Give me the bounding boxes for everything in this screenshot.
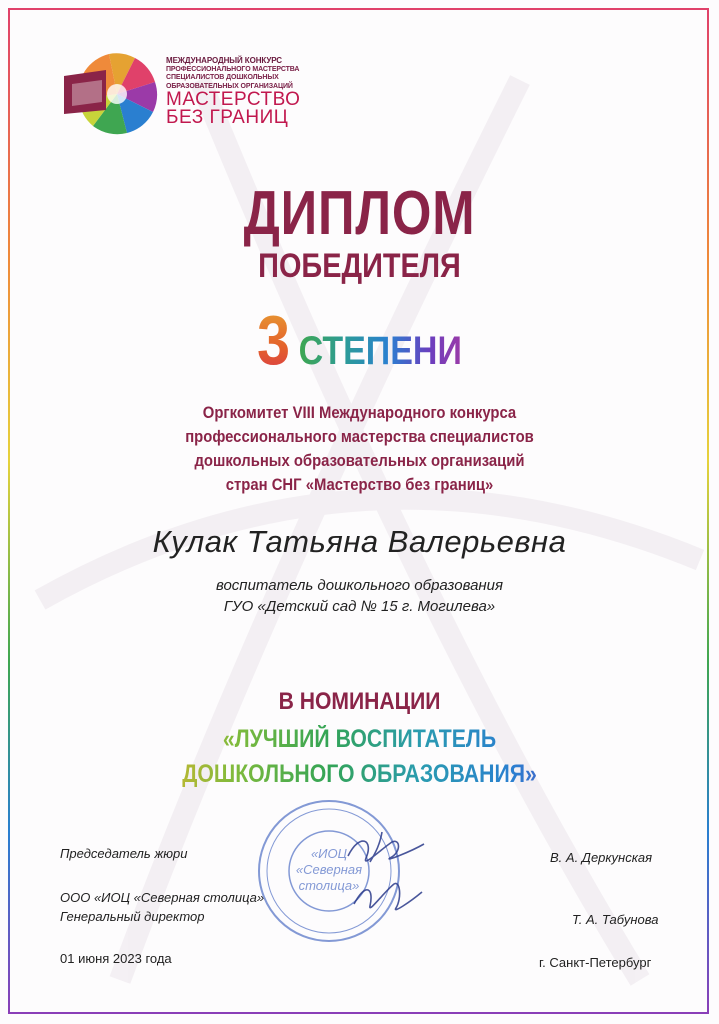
orgcommittee-line: Оргкомитет VIII Международного конкурса <box>202 404 517 422</box>
logo-caption-line: ОБРАЗОВАТЕЛЬНЫХ ОРГАНИЗАЦИЙ <box>166 82 293 90</box>
logo-caption-line: МЕЖДУНАРОДНЫЙ КОНКУРС <box>166 56 282 65</box>
contest-logo-icon <box>62 52 162 138</box>
stamp-text: столица» <box>298 878 360 893</box>
orgcommittee-text <box>36 401 683 497</box>
handwritten-signature <box>340 822 430 922</box>
degree-word: СТЕПЕНИ <box>298 329 462 373</box>
recipient-name: Кулак Татьяна Валерьевна <box>152 524 567 559</box>
nomination-title-line: «ЛУЧШИЙ ВОСПИТАТЕЛЬ <box>54 725 665 754</box>
orgcommittee-line: дошкольных образовательных организаций <box>194 452 525 470</box>
issue-city: г. Санкт-Петербург <box>539 955 652 970</box>
orgcommittee-line: стран СНГ «Мастерство без границ» <box>225 476 494 494</box>
stamp-text: «ИОЦ <box>310 846 348 861</box>
diploma-title: ДИПЛОМ <box>243 179 476 248</box>
logo-title-line: БЕЗ ГРАНИЦ <box>166 107 289 128</box>
stamp-text: «Северная <box>295 862 363 877</box>
issue-date: 01 июня 2023 года <box>60 951 172 966</box>
director-role: Генеральный директор <box>60 909 205 924</box>
nomination-label: В НОМИНАЦИИ <box>278 688 441 715</box>
degree-number: 3 <box>257 301 291 379</box>
jury-chair-name: В. А. Деркунская <box>550 850 653 865</box>
position-line: ГУО «Детский сад № 15 г. Могилева» <box>223 598 496 615</box>
logo-caption-line: ПРОФЕССИОНАЛЬНОГО МАСТЕРСТВА <box>166 65 300 73</box>
recipient-position <box>0 575 719 617</box>
nomination-title-line: ДОШКОЛЬНОГО ОБРАЗОВАНИЯ» <box>54 760 665 789</box>
director-name: Т. А. Табунова <box>572 912 659 927</box>
diploma-subtitle: ПОБЕДИТЕЛЯ <box>258 247 461 285</box>
organization-name: ООО «ИОЦ «Северная столица» <box>60 890 265 905</box>
jury-chair-role: Председатель жюри <box>60 846 188 861</box>
logo-caption-line: СПЕЦИАЛИСТОВ ДОШКОЛЬНЫХ <box>166 74 279 81</box>
position-line: воспитатель дошкольного образования <box>215 577 504 594</box>
logo-text <box>166 57 316 127</box>
diploma-degree <box>54 300 665 380</box>
orgcommittee-line: профессионального мастерства специалистов <box>185 428 534 446</box>
logo-title-line: МАСТЕРСТВО <box>166 89 301 110</box>
